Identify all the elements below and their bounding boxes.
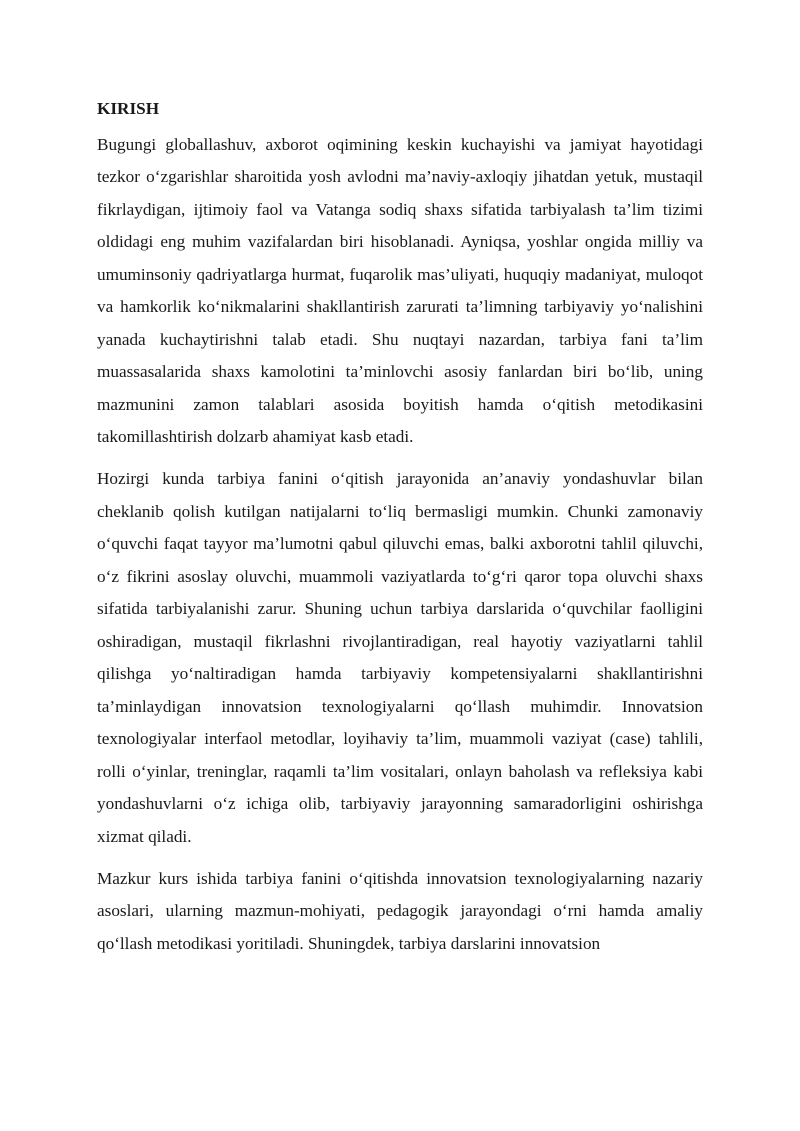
- section-heading: KIRISH: [97, 99, 160, 118]
- paragraph-2: Hozirgi kunda tarbiya fanini o‘qitish jarayonida an’anaviy yondashuvlar bilan cheklanib qolish kutilgan natijalarni to‘liq bermasligi mumkin. Chunki zamonaviy o‘quvchi faqat tayyor ma’lumotni qabul qiluvchi emas, balki axborotni tahlil qiluvchi, o‘z fikrini asoslay oluvchi, muammoli vaziyatlarda to‘g‘ri qaror topa oluvchi shaxs sifatida tarbiyalanishi zarur. Shuning uchun tarbiya darslarida o‘quvchilar faolligini oshiradigan, mustaqil fikrlashni rivojlantiradigan, real hayotiy vaziyatlarni tahlil qilishga yo‘naltiradigan hamda tarbiyaviy kompetensiyalarni shakllantirishni ta’minlaydigan innovatsion texnologiyalarni qo‘llash muhimdir. Innovatsion texnologiyalar interfaol metodlar, loyihaviy ta’lim, muammoli vaziyat (case) tahlili, rolli o‘yinlar, treninglar, raqamli ta’lim vositalari, onlayn baholash va refleksiya kabi yondashuvlarni o‘z ichiga olib, tarbiyaviy jarayonning samaradorligini oshirishga xizmat qiladi.: [97, 469, 703, 846]
- document-body: [97, 93, 703, 970]
- paragraph-1: Bugungi globallashuv, axborot oqimining keskin kuchayishi va jamiyat hayotidagi tezkor o‘zgarishlar sharoitida yosh avlodni ma’naviy-axloqiy jihatdan yetuk, mustaqil fikrlaydigan, ijtimoiy faol va Vatanga sodiq shaxs sifatida tarbiyalash ta’lim tizimi oldidagi eng muhim vazifalardan biri hisoblanadi. Ayniqsa, yoshlar ongida milliy va umuminsoniy qadriyatlarga hurmat, fuqarolik mas’uliyati, huquqiy madaniyat, muloqot va hamkorlik ko‘nikmalarini shakllantirish zarurati ta’limning tarbiyaviy yo‘nalishini yanada kuchaytirishni talab etadi. Shu nuqtayi nazardan, tarbiya fani ta’lim muassasalarida shaxs kamolotini ta’minlovchi asosiy fanlardan biri bo‘lib, uning mazmunini zamon talablari asosida boyitish hamda o‘qitish metodikasini takomillashtirish dolzarb ahamiyat kasb etadi.: [97, 134, 703, 446]
- paragraph-3: Mazkur kurs ishida tarbiya fanini o‘qitishda innovatsion texnologiyalarning nazariy asoslari, ularning mazmun-mohiyati, pedagogik jarayondagi o‘rni hamda amaliy qo‘llash metodikasi yoritiladi. Shuningdek, tarbiya darslarini innovatsion: [97, 868, 703, 953]
